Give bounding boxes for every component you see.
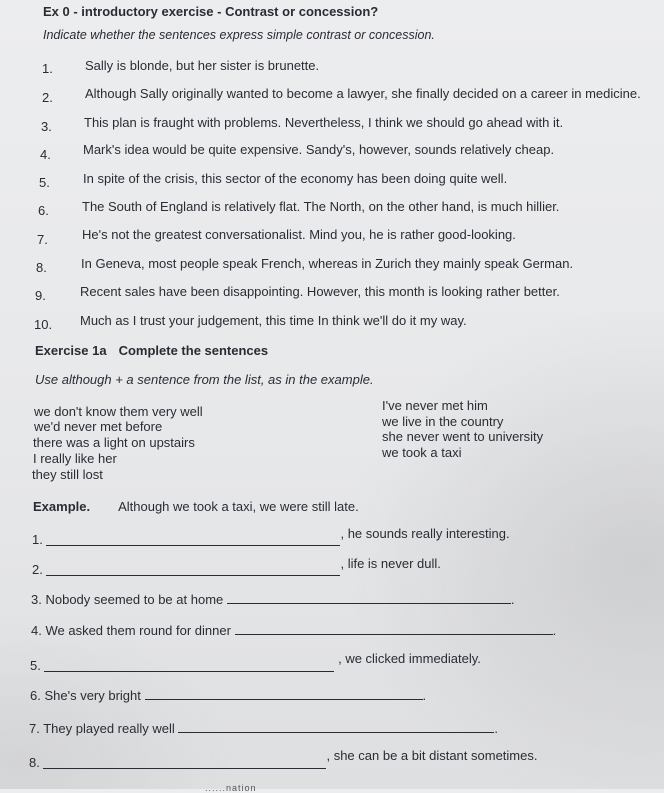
item-sentence: He's not the greatest conversationalist. Mind you, he is rather good-looking. <box>82 227 516 242</box>
item-sentence: In Geneva, most people speak French, whereas in Zurich they mainly speak German. <box>81 256 574 271</box>
answer-blank[interactable] <box>46 544 340 546</box>
item-number: 3. <box>41 119 52 134</box>
item-sentence: In spite of the crisis, this sector of the economy has been doing quite well. <box>83 171 508 186</box>
item-number: 2. <box>42 90 53 105</box>
word-list-item: there was a light on upstairs <box>33 435 195 450</box>
exercise-1a-label: Exercise 1a <box>35 343 107 358</box>
word-list-item: we don't know them very well <box>34 404 203 419</box>
word-list-item: they still lost <box>32 467 103 482</box>
item-sentence: This plan is fraught with problems. Nevertheless, I think we should go ahead with it. <box>84 115 564 130</box>
question-number: 3. <box>31 592 42 607</box>
question-3 <box>31 592 515 607</box>
item-sentence: Sally is blonde, but her sister is brunette. <box>85 58 320 73</box>
cut-off-footer-text: ......nation <box>205 783 257 793</box>
question-7 <box>29 721 498 736</box>
question-6 <box>30 688 426 703</box>
answer-blank[interactable] <box>43 767 326 769</box>
word-list-item: we live in the country <box>382 414 504 429</box>
question-1 <box>32 526 510 547</box>
item-number: 6. <box>38 203 49 218</box>
word-list-item: I really like her <box>33 451 117 466</box>
example-text: Although we took a taxi, we were still late. <box>118 499 359 514</box>
question-ending: . <box>422 688 427 703</box>
exercise-1a-instruction: Use although + a sentence from the list, as in the example. <box>35 372 374 387</box>
exercise-1a-heading <box>35 343 268 358</box>
item-number: 4. <box>40 147 51 162</box>
word-list-item: she never went to university <box>382 429 544 444</box>
exercise-0-title: Ex 0 - introductory exercise - Contrast or concession? <box>43 4 379 19</box>
question-2 <box>32 556 441 577</box>
word-list-item: we'd never met before <box>34 419 163 434</box>
question-number: 5. <box>30 658 41 673</box>
word-list-item: I've never met him <box>382 398 488 413</box>
question-ending: . <box>494 721 498 736</box>
answer-blank[interactable] <box>145 698 423 700</box>
question-ending: . <box>552 623 557 638</box>
question-5 <box>30 651 481 673</box>
item-sentence: The South of England is relatively flat. The North, on the other hand, is much hillier. <box>82 199 560 214</box>
item-number: 8. <box>36 260 47 275</box>
question-number: 6. <box>30 688 41 703</box>
question-stem: She's very bright <box>44 688 141 703</box>
question-number: 1. <box>32 532 43 547</box>
item-sentence: Although Sally originally wanted to become a lawyer, she finally decided on a career in medicine. <box>85 86 641 101</box>
question-ending: , we clicked immediately. <box>338 651 481 666</box>
item-sentence: Mark's idea would be quite expensive. Sandy's, however, sounds relatively cheap. <box>83 142 555 157</box>
answer-blank[interactable] <box>227 602 511 604</box>
example-label: Example. <box>33 499 91 514</box>
question-stem: We asked them round for dinner <box>45 623 231 638</box>
question-ending: , he sounds really interesting. <box>340 526 510 541</box>
item-number: 10. <box>34 317 53 332</box>
question-stem: Nobody seemed to be at home <box>45 592 224 607</box>
question-number: 2. <box>32 562 43 577</box>
question-number: 7. <box>29 721 40 736</box>
question-stem: They played really well <box>43 721 175 736</box>
item-number: 9. <box>35 288 46 303</box>
exercise-0-instruction: Indicate whether the sentences express simple contrast or concession. <box>43 28 435 42</box>
question-ending: . <box>510 592 515 607</box>
question-ending: , life is never dull. <box>340 556 441 571</box>
item-number: 1. <box>42 61 53 76</box>
answer-blank[interactable] <box>46 574 340 576</box>
question-4 <box>31 623 556 638</box>
question-number: 8. <box>29 755 40 770</box>
answer-blank[interactable] <box>44 670 334 672</box>
exercise-1a-title: Complete the sentences <box>118 343 269 358</box>
item-number: 7. <box>37 232 48 247</box>
question-8 <box>29 748 538 770</box>
item-sentence: Much as I trust your judgement, this time In think we'll do it my way. <box>80 313 467 328</box>
answer-blank[interactable] <box>235 633 553 635</box>
question-ending: , she can be a bit distant sometimes. <box>326 748 538 763</box>
item-number: 5. <box>39 175 50 190</box>
item-sentence: Recent sales have been disappointing. However, this month is looking rather better. <box>80 284 560 299</box>
example-sentence <box>33 499 359 514</box>
question-number: 4. <box>31 623 42 638</box>
word-list-item: we took a taxi <box>382 445 462 460</box>
answer-blank[interactable] <box>178 731 494 733</box>
